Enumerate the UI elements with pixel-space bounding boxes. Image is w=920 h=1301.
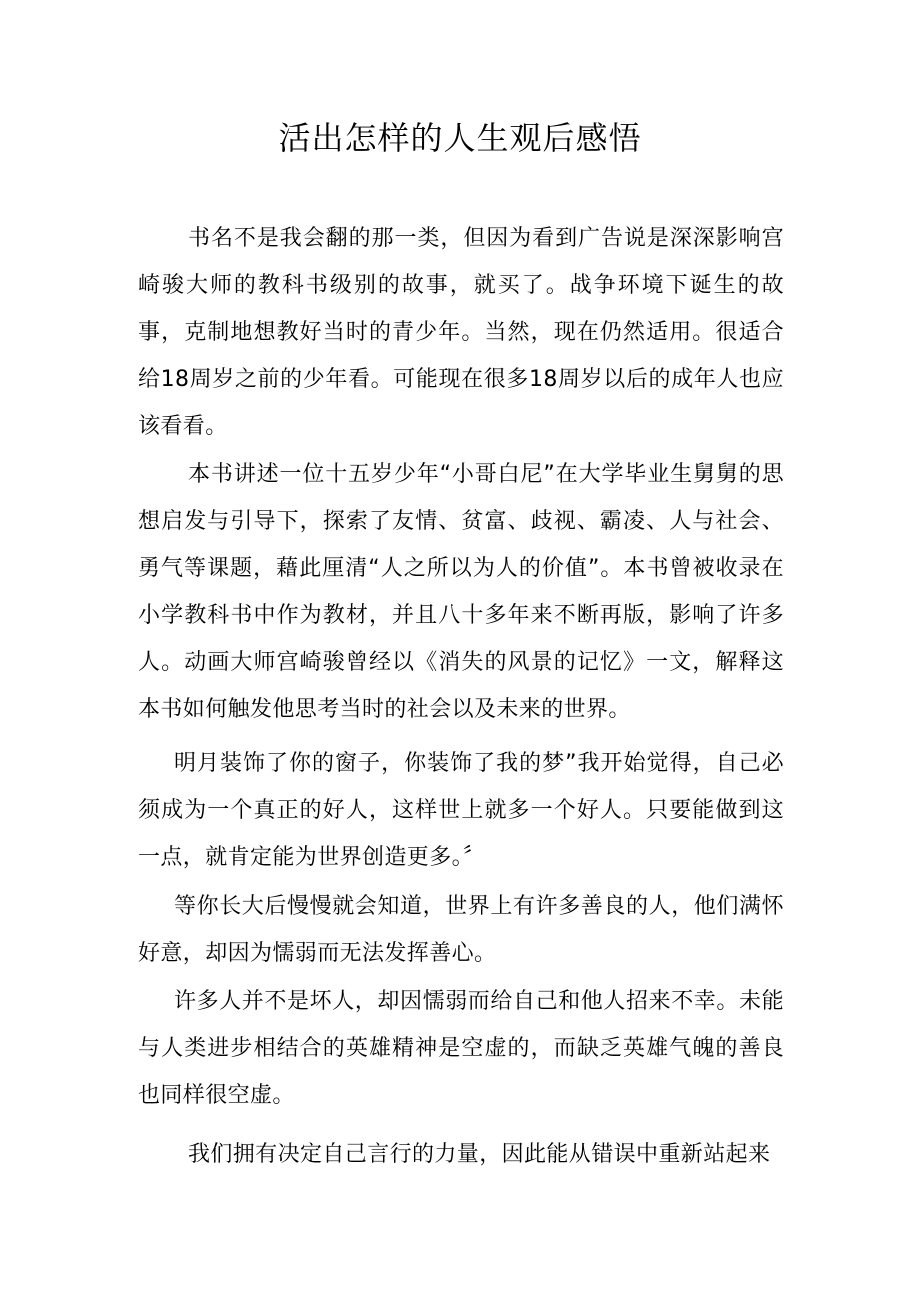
paragraph-6: 我们拥有决定自己言行的力量，因此能从错误中重新站起来 — [188, 1142, 771, 1167]
document-title: 活出怎样的人生观后感悟 — [278, 119, 642, 157]
paragraph-2: 本书讲述一位十五岁少年“小哥白尼”在大学毕业生舅舅的思想启发与引导下，探索了友情、贫富、歧视、霸凌、人与社会、勇气等课题，藉此厘清“人之所以为人的价值”。本书曾被收录在小学教科书中作为教材，并且八十多年来不断再版，影响了许多人。动画大师宫崎骏曾经以《消失的风景的记忆》一文，解释这本书如何触发他思考当时的社会以及未来的世界。 — [138, 462, 784, 722]
paragraph-5: 许多人并不是坏人，却因懦弱而给自己和他人招来不幸。未能与人类进步相结合的英雄精神是空虚的，而缺乏英雄气魄的善良也同样很空虚。 — [138, 989, 784, 1108]
paragraph-4: 等你长大后慢慢就会知道，世界上有许多善良的人，他们满怀好意，却因为懦弱而无法发挥善心。 — [138, 894, 784, 966]
paragraph-3: 明月装饰了你的窗子，你装饰了我的梦”我开始觉得，自己必须成为一个真正的好人，这样世上就多一个好人。只要能做到这一点，就肯定能为世界创造更多。〞 — [138, 751, 784, 870]
paragraph-1: 书名不是我会翻的那一类，但因为看到广告说是深深影响宫崎骏大师的教科书级别的故事，就买了。战争环境下诞生的故事，克制地想教好当时的青少年。当然，现在仍然适用。很适合给18周岁之前的少年看。可能现在很多18周岁以后的成年人也应该看看。 — [138, 226, 784, 439]
